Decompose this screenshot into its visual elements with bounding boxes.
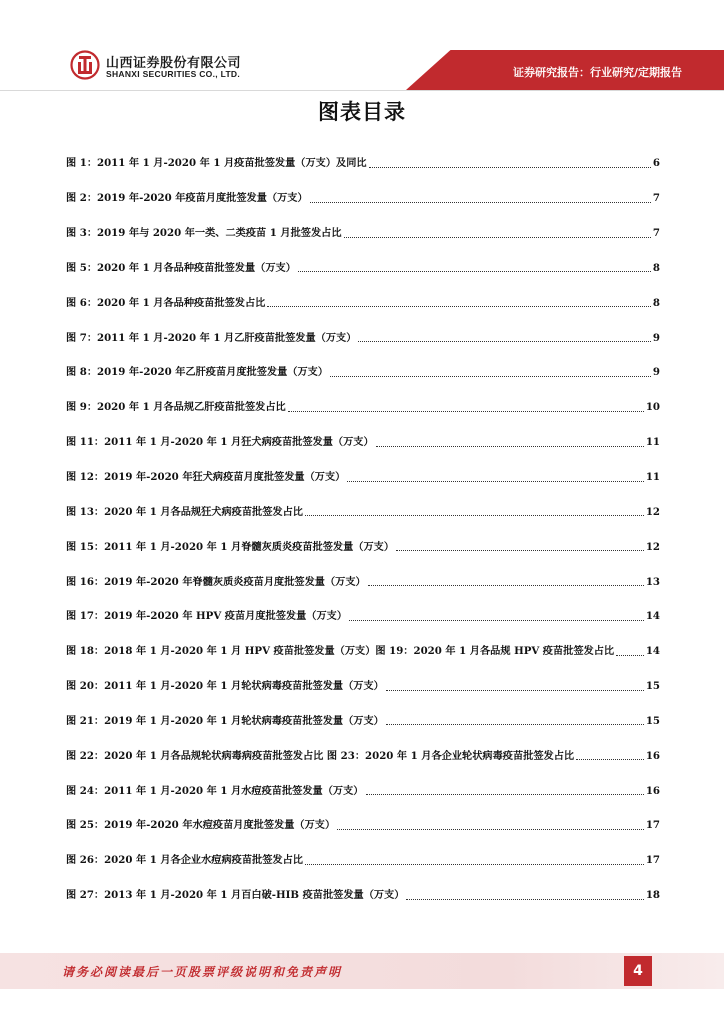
toc-entry[interactable] xyxy=(66,669,660,704)
toc-entry-label: 图 5：2020 年 1 月各品种疫苗批签发量（万支） xyxy=(66,261,296,274)
toc-entry[interactable] xyxy=(66,564,660,599)
toc-entry-page: 14 xyxy=(645,610,660,623)
toc-dot-leader xyxy=(376,436,644,447)
toc-entry-label: 图 16：2019 年-2020 年脊髓灰质炎疫苗月度批签发量（万支） xyxy=(66,575,366,588)
toc-entry-label: 图 11：2011 年 1 月-2020 年 1 月狂犬病疫苗批签发量（万支） xyxy=(66,436,374,449)
toc-entry-page: 18 xyxy=(645,889,660,902)
toc-entry-page: 10 xyxy=(645,401,660,414)
toc-entry[interactable] xyxy=(66,146,660,181)
toc-entry[interactable] xyxy=(66,738,660,773)
toc-entry-page: 12 xyxy=(645,540,660,553)
toc-entry-page: 16 xyxy=(645,784,660,797)
toc-dot-leader xyxy=(267,296,651,307)
toc-entry[interactable] xyxy=(66,773,660,808)
toc-entry[interactable] xyxy=(66,599,660,634)
toc-entry-page: 15 xyxy=(645,714,660,727)
page-header xyxy=(0,0,724,100)
toc-entry-page: 6 xyxy=(652,157,660,170)
toc-entry-label: 图 21：2019 年 1 月-2020 年 1 月轮状病毒疫苗批签发量（万支） xyxy=(66,714,384,727)
toc-dot-leader xyxy=(616,645,644,656)
toc-entry-label: 图 6：2020 年 1 月各品种疫苗批签发占比 xyxy=(66,296,266,309)
toc-entry-label: 图 1：2011 年 1 月-2020 年 1 月疫苗批签发量（万支）及同比 xyxy=(66,157,367,170)
toc-dot-leader xyxy=(368,575,644,586)
toc-entry[interactable] xyxy=(66,390,660,425)
toc-entry[interactable] xyxy=(66,529,660,564)
toc-entry[interactable] xyxy=(66,285,660,320)
company-name-cn: 山西证券股份有限公司 xyxy=(106,56,242,71)
toc-dot-leader xyxy=(386,680,644,691)
toc-entry-label: 图 3：2019 年与 2020 年一类、二类疫苗 1 月批签发占比 xyxy=(66,227,342,240)
toc-dot-leader xyxy=(386,714,644,725)
toc-entry-page: 14 xyxy=(645,645,660,658)
toc-entry-label: 图 22：2020 年 1 月各品规轮状病毒病疫苗批签发占比 图 23：2020 年 1 月各企业轮状病毒疫苗批签发占比 xyxy=(66,749,575,762)
toc-list xyxy=(66,146,660,913)
toc-dot-leader xyxy=(305,854,644,865)
toc-entry[interactable] xyxy=(66,425,660,460)
toc-entry-label: 图 18：2018 年 1 月-2020 年 1 月 HPV 疫苗批签发量（万支）图 19：2020 年 1 月各品规 HPV 疫苗批签发占比 xyxy=(66,645,615,658)
toc-entry[interactable] xyxy=(66,494,660,529)
toc-entry-page: 9 xyxy=(652,366,660,379)
toc-entry-page: 11 xyxy=(645,471,660,484)
toc-entry[interactable] xyxy=(66,320,660,355)
toc-dot-leader xyxy=(396,540,644,551)
toc-entry-page: 8 xyxy=(652,261,660,274)
toc-entry-label: 图 15：2011 年 1 月-2020 年 1 月脊髓灰质炎疫苗批签发量（万支） xyxy=(66,540,395,553)
toc-dot-leader xyxy=(406,889,643,900)
toc-entry-page: 17 xyxy=(645,854,660,867)
toc-entry[interactable] xyxy=(66,355,660,390)
toc-entry[interactable] xyxy=(66,460,660,495)
toc-dot-leader xyxy=(305,505,644,516)
company-logo-icon xyxy=(70,50,100,80)
toc-entry[interactable] xyxy=(66,216,660,251)
toc-dot-leader xyxy=(349,610,644,621)
toc-entry-page: 16 xyxy=(645,749,660,762)
toc-entry[interactable] xyxy=(66,704,660,739)
toc-dot-leader xyxy=(298,261,651,272)
toc-entry-page: 7 xyxy=(652,227,660,240)
toc-entry-label: 图 2：2019 年-2020 年疫苗月度批签发量（万支） xyxy=(66,192,308,205)
toc-dot-leader xyxy=(288,401,644,412)
toc-entry-page: 12 xyxy=(645,505,660,518)
report-type-label: 证券研究报告：行业研究/定期报告 xyxy=(512,66,682,79)
company-name-en: SHANXI SECURITIES CO., LTD. xyxy=(106,69,241,79)
toc-entry[interactable] xyxy=(66,843,660,878)
toc-entry-label: 图 9：2020 年 1 月各品规乙肝疫苗批签发占比 xyxy=(66,401,286,414)
toc-entry-page: 9 xyxy=(652,331,660,344)
toc-dot-leader xyxy=(358,331,651,342)
toc-entry-page: 11 xyxy=(645,436,660,449)
toc-entry-page: 13 xyxy=(645,575,660,588)
toc-entry[interactable] xyxy=(66,181,660,216)
toc-entry-page: 7 xyxy=(652,192,660,205)
toc-entry-label: 图 24：2011 年 1 月-2020 年 1 月水痘疫苗批签发量（万支） xyxy=(66,784,364,797)
page-title: 图表目录 xyxy=(318,100,406,124)
header-divider xyxy=(0,90,724,91)
toc-dot-leader xyxy=(369,157,651,168)
toc-entry-label: 图 27：2013 年 1 月-2020 年 1 月百白破-HIB 疫苗批签发量（万支） xyxy=(66,889,405,902)
footer-disclaimer: 请务必阅读最后一页股票评级说明和免责声明 xyxy=(62,965,343,979)
toc-dot-leader xyxy=(330,366,651,377)
toc-dot-leader xyxy=(344,227,651,238)
toc-entry[interactable] xyxy=(66,808,660,843)
toc-entry-label: 图 25：2019 年-2020 年水痘疫苗月度批签发量（万支） xyxy=(66,819,336,832)
toc-dot-leader xyxy=(310,192,651,203)
toc-dot-leader xyxy=(337,819,644,830)
toc-entry-page: 17 xyxy=(645,819,660,832)
toc-entry[interactable] xyxy=(66,634,660,669)
toc-dot-leader xyxy=(347,471,643,482)
toc-entry-label: 图 20：2011 年 1 月-2020 年 1 月轮状病毒疫苗批签发量（万支） xyxy=(66,680,384,693)
toc-entry[interactable] xyxy=(66,878,660,913)
toc-entry-label: 图 8：2019 年-2020 年乙肝疫苗月度批签发量（万支） xyxy=(66,366,329,379)
toc-entry-page: 15 xyxy=(645,680,660,693)
toc-dot-leader xyxy=(366,784,644,795)
toc-entry-label: 图 17：2019 年-2020 年 HPV 疫苗月度批签发量（万支） xyxy=(66,610,348,623)
toc-entry-label: 图 26：2020 年 1 月各企业水痘病疫苗批签发占比 xyxy=(66,854,303,867)
toc-dot-leader xyxy=(576,749,644,760)
toc-entry-label: 图 7：2011 年 1 月-2020 年 1 月乙肝疫苗批签发量（万支） xyxy=(66,331,357,344)
toc-entry[interactable] xyxy=(66,251,660,286)
page-number-badge: 4 xyxy=(624,956,652,986)
toc-entry-label: 图 12：2019 年-2020 年狂犬病疫苗月度批签发量（万支） xyxy=(66,471,346,484)
toc-entry-page: 8 xyxy=(652,296,660,309)
toc-entry-label: 图 13：2020 年 1 月各品规狂犬病疫苗批签发占比 xyxy=(66,505,303,518)
